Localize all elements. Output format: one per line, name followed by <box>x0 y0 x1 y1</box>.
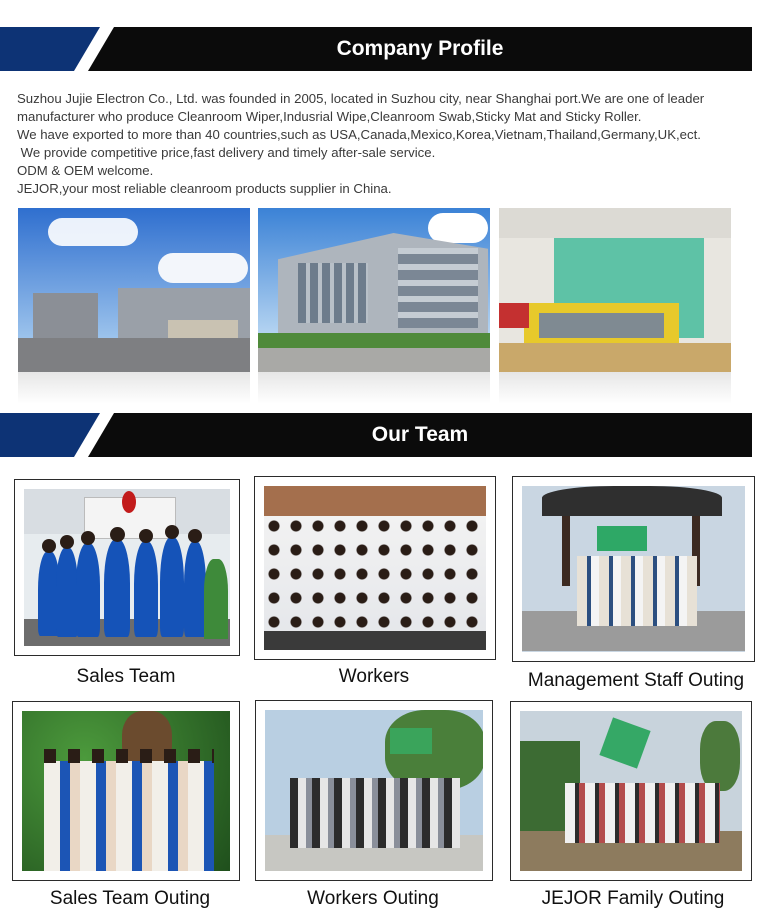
industrial-park-photo <box>18 208 250 404</box>
intro-line: We have exported to more than 40 countries,such as USA,Canada,Mexico,Korea,Vietnam,Thailand,Germany,UK,ect. <box>17 126 701 142</box>
caption-management-staff-outing: Management Staff Outing <box>527 670 745 691</box>
caption-sales-team-outing: Sales Team Outing <box>49 888 211 909</box>
intro-line: JEJOR,your most reliable cleanroom products supplier in China. <box>17 180 392 196</box>
caption-workers-outing: Workers Outing <box>307 888 439 909</box>
caption-jejor-family-outing: JEJOR Family Outing <box>541 888 725 909</box>
company-profile-banner <box>0 27 752 71</box>
team-photo-sales-team-outing <box>12 701 240 881</box>
intro-line: manufacturer who produce Cleanroom Wiper,Indusrial Wipe,Cleanroom Swab,Sticky Mat and Sticky Roller. <box>17 108 642 124</box>
banner-accent-stripe <box>0 413 100 457</box>
company-intro-text <box>17 90 757 197</box>
team-photo-jejor-family-outing <box>510 701 752 881</box>
section-title-our-team: Our Team <box>371 423 469 446</box>
team-photo-management-staff-outing <box>512 476 755 662</box>
factory-building-photo <box>258 208 490 404</box>
reception-lobby-photo <box>499 208 731 404</box>
intro-line: ODM & OEM welcome. <box>17 162 154 178</box>
team-photo-workers <box>254 476 496 660</box>
team-photo-sales-team <box>14 479 240 656</box>
caption-sales-team: Sales Team <box>76 666 176 687</box>
caption-workers: Workers <box>338 666 410 687</box>
our-team-banner <box>0 413 752 457</box>
intro-line: Suzhou Jujie Electron Co., Ltd. was founded in 2005, located in Suzhou city, near Shanghai port.We are one of leader <box>17 91 705 106</box>
banner-accent-stripe <box>0 27 100 71</box>
section-title-company-profile: Company Profile <box>336 37 504 60</box>
intro-line: We provide competitive price,fast delivery and timely after-sale service. <box>17 144 436 160</box>
team-photo-workers-outing <box>255 700 493 881</box>
